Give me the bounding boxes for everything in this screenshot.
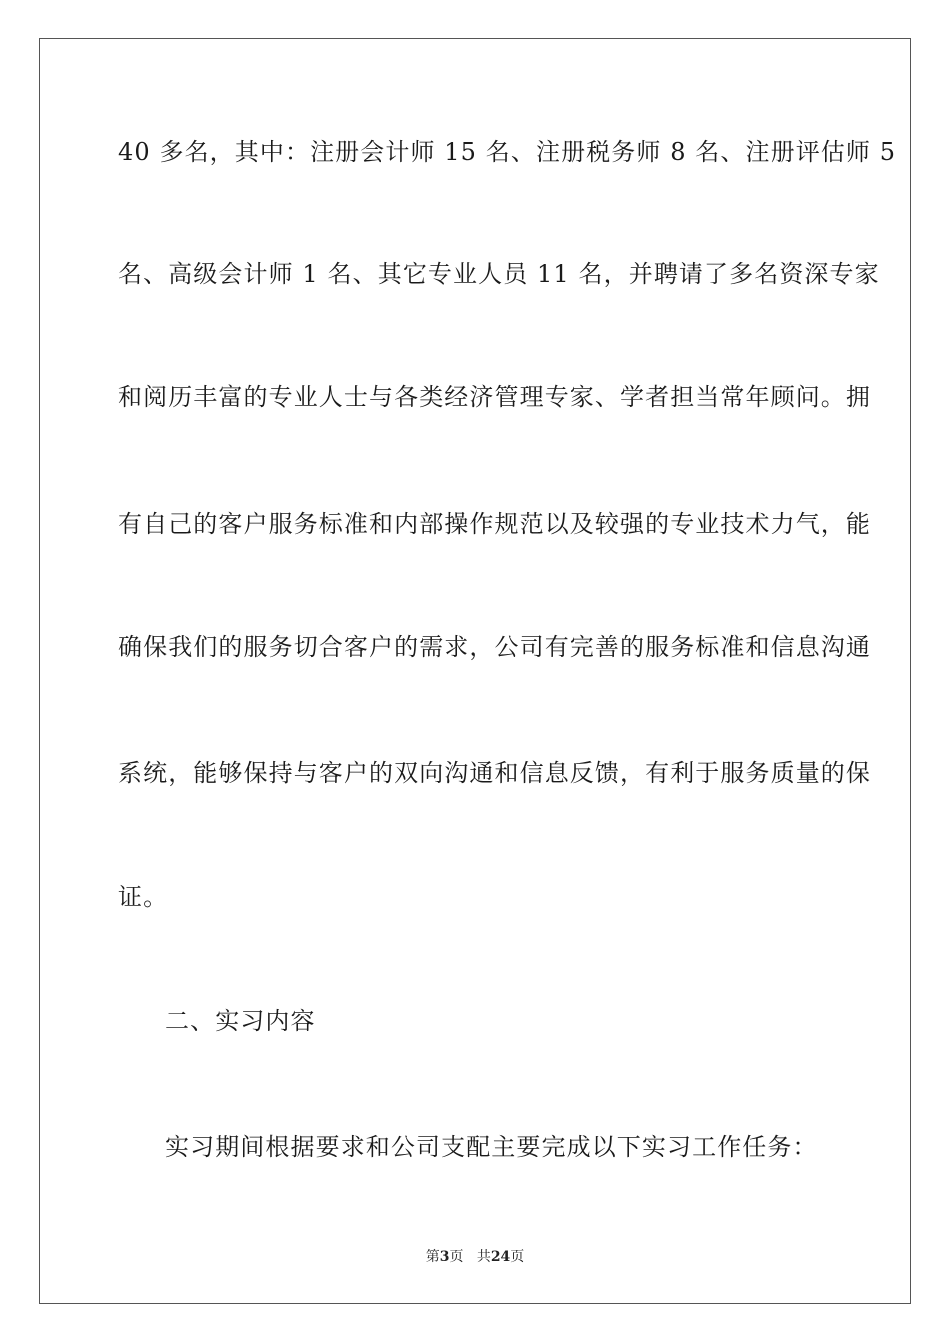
- page-frame: [39, 38, 911, 1304]
- body-line-7: 证。: [118, 883, 169, 911]
- body-line-2: 名、高级会计师 1 名、其它专业人员 11 名，并聘请了多名资深专家: [118, 260, 880, 288]
- page-suffix: 页: [449, 1249, 464, 1265]
- total-pages: 24: [490, 1249, 511, 1265]
- total-prefix: 共: [476, 1249, 491, 1265]
- page-number: 3: [439, 1249, 450, 1265]
- section-heading: 二、实习内容: [165, 1007, 316, 1035]
- page-footer: [0, 1248, 950, 1266]
- body-line-4: 有自己的客户服务标准和内部操作规范以及较强的专业技术力气，能: [118, 510, 871, 538]
- body-line-5: 确保我们的服务切合客户的需求，公司有完善的服务标准和信息沟通: [118, 633, 871, 661]
- body-line-3: 和阅历丰富的专业人士与各类经济管理专家、学者担当常年顾问。拥: [118, 383, 871, 411]
- total-suffix: 页: [510, 1249, 525, 1265]
- page-prefix: 第: [425, 1249, 440, 1265]
- body-line-6: 系统，能够保持与客户的双向沟通和信息反馈，有利于服务质量的保: [118, 759, 871, 787]
- body-line-1: 40 多名，其中：注册会计师 15 名、注册税务师 8 名、注册评估师 5: [118, 138, 897, 166]
- intro-paragraph: 实习期间根据要求和公司支配主要完成以下实习工作任务：: [165, 1133, 818, 1161]
